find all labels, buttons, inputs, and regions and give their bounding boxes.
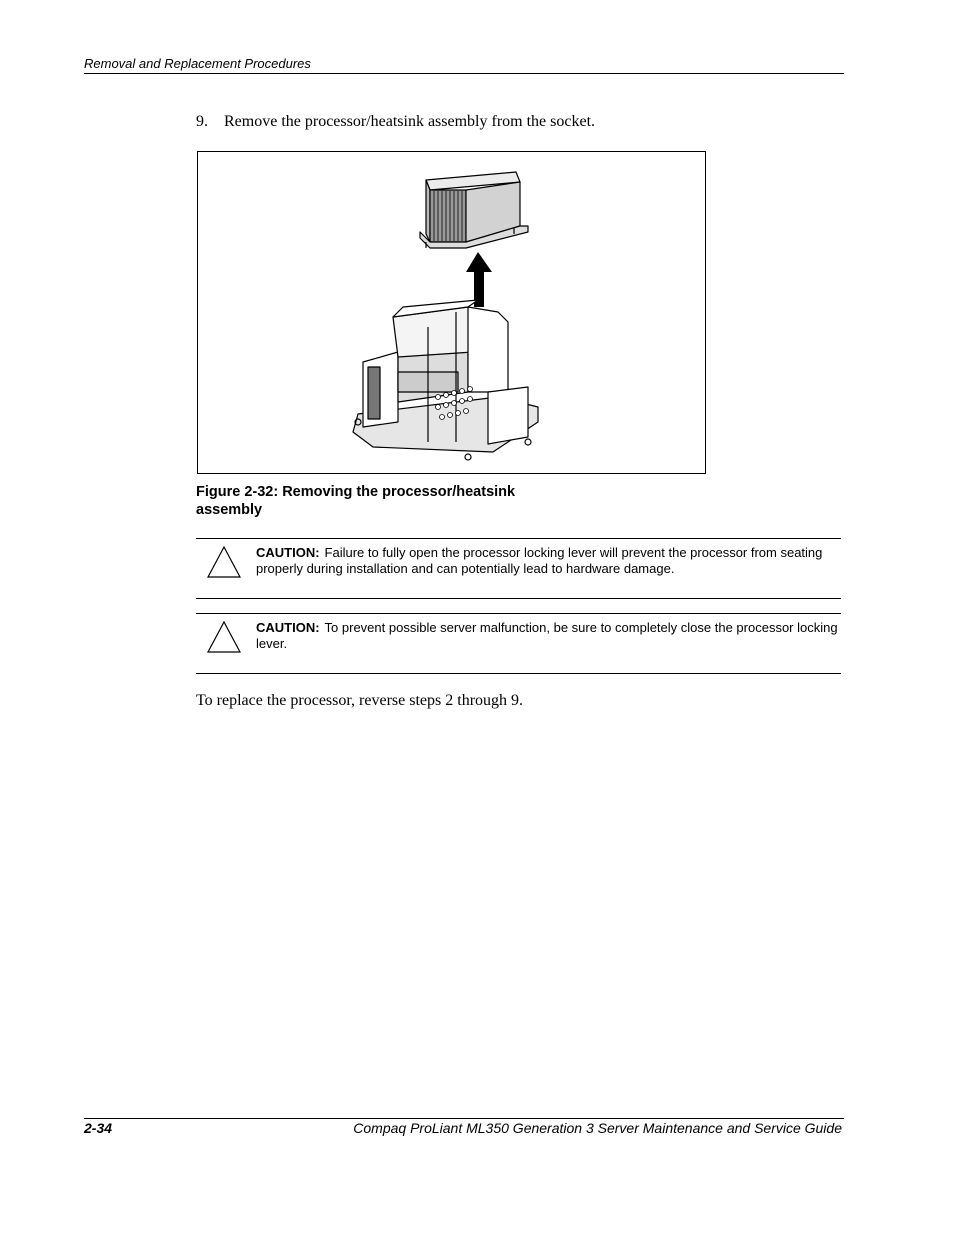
caution-note-2 [196,613,841,674]
figure-frame [197,151,706,474]
up-arrow-icon [466,252,492,307]
running-header: Removal and Replacement Procedures [84,56,311,71]
figure-caption: Figure 2-32: Removing the processor/heatsink assembly [196,484,516,518]
caution-label: CAUTION: [256,620,320,635]
page-number: 2-34 [84,1120,113,1136]
caution-text [256,620,841,652]
processor-heatsink-removal-illustration [198,152,704,472]
footer-rule [84,1118,844,1119]
guide-title: Compaq ProLiant ML350 Generation 3 Server Maintenance and Service Guide [353,1120,842,1136]
caution-text [256,545,841,577]
header-rule [84,73,844,74]
caution-note-1 [196,538,841,599]
caution-body: Failure to fully open the processor locking lever will prevent the processor from seating properly during installation and can potentially lead to hardware damage. [256,545,823,576]
step-9 [196,113,595,131]
caution-body: To prevent possible server malfunction, be sure to completely close the processor locking lever. [256,620,838,651]
heatsink-icon [420,172,528,248]
caution-triangle-icon [206,619,242,655]
chassis-icon [353,300,538,460]
closing-paragraph: To replace the processor, reverse steps 2 through 9. [196,692,524,709]
step-number: 9. [196,113,208,130]
caution-label: CAUTION: [256,545,320,560]
step-text: Remove the processor/heatsink assembly from the socket. [224,113,596,130]
caution-triangle-icon [206,544,242,580]
